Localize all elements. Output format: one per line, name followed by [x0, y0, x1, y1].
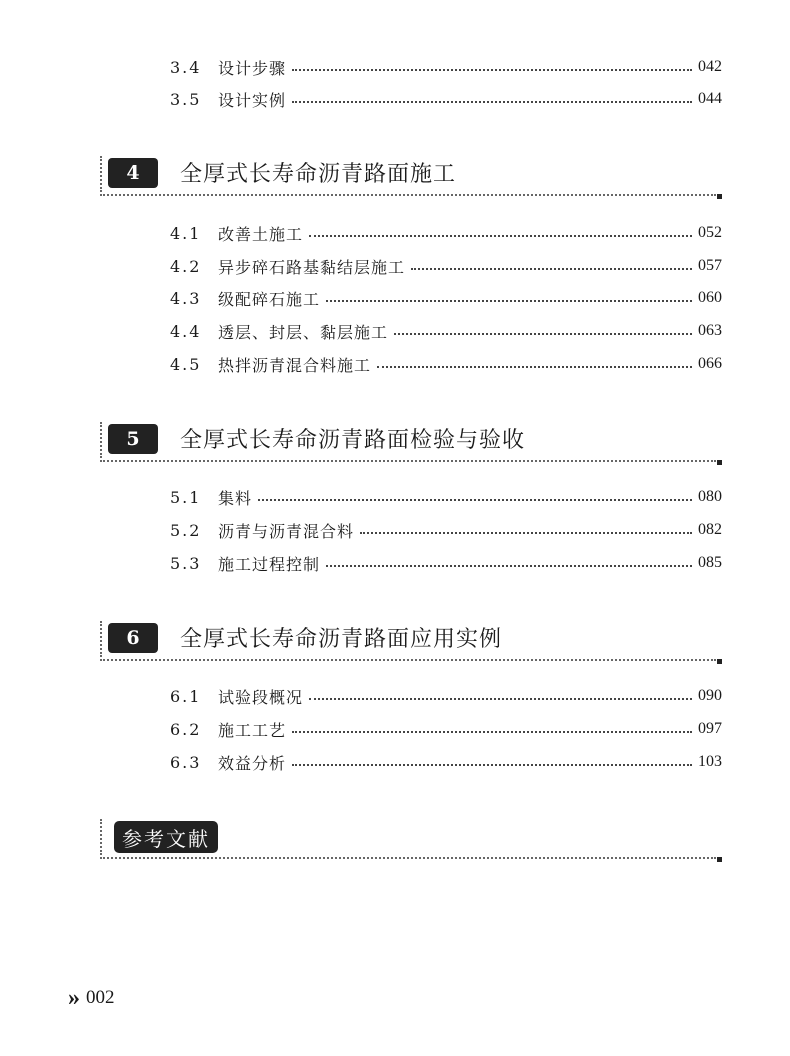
bottom-dotted-rule [100, 659, 716, 661]
bottom-dotted-rule [100, 460, 716, 462]
section-title: 热拌沥青混合料施工 [218, 355, 372, 375]
footer-page-number: 002 [86, 987, 115, 1008]
section-title: 设计实例 [218, 90, 287, 110]
references-title: 参考文献 [114, 821, 218, 853]
dot-leader [292, 101, 692, 103]
end-square-marker [717, 857, 722, 862]
toc-entry-6-1[interactable] [170, 684, 722, 708]
page-number: 103 [698, 753, 722, 770]
section-title: 施工工艺 [218, 720, 287, 740]
dot-leader [326, 300, 692, 302]
toc-entry-4-3[interactable] [170, 286, 722, 310]
section-number: 6.3 [170, 752, 202, 772]
section-number: 5.1 [170, 487, 202, 507]
section-number: 4.5 [170, 354, 202, 374]
section-title: 集料 [218, 488, 253, 508]
toc-entry-5-3[interactable] [170, 551, 722, 575]
chapter-number-badge: 5 [108, 424, 158, 454]
left-dotted-rule [100, 156, 102, 192]
chapter-4-heading[interactable] [100, 154, 722, 196]
section-title: 设计步骤 [218, 58, 287, 78]
dot-leader [309, 235, 692, 237]
page-number: 066 [698, 355, 722, 372]
section-number: 4.3 [170, 288, 202, 308]
section-number: 4.4 [170, 321, 202, 341]
toc-entry-5-1[interactable] [170, 485, 722, 509]
section-title: 施工过程控制 [218, 554, 321, 574]
dot-leader [292, 764, 692, 766]
toc-entry-4-1[interactable] [170, 221, 722, 245]
page-footer [68, 986, 115, 1010]
dot-leader [394, 333, 692, 335]
section-number: 3.4 [170, 57, 202, 77]
chapter-number-badge: 6 [108, 623, 158, 653]
section-number: 3.5 [170, 89, 202, 109]
chapter-title: 全厚式长寿命沥青路面应用实例 [180, 627, 503, 652]
page-number: 080 [698, 488, 722, 505]
section-number: 6.2 [170, 719, 202, 739]
page-number: 063 [698, 322, 722, 339]
dot-leader [258, 499, 692, 501]
dot-leader [411, 268, 692, 270]
toc-entry-5-2[interactable] [170, 518, 722, 542]
dot-leader [360, 532, 692, 534]
page-number: 097 [698, 720, 722, 737]
section-number: 4.1 [170, 223, 202, 243]
page-number: 044 [698, 90, 722, 107]
toc-entry-6-2[interactable] [170, 717, 722, 741]
left-dotted-rule [100, 422, 102, 458]
left-dotted-rule [100, 621, 102, 657]
references-heading[interactable] [100, 817, 722, 859]
chapter-title: 全厚式长寿命沥青路面检验与验收 [180, 428, 526, 453]
toc-entry-4-5[interactable] [170, 352, 722, 376]
section-title: 级配碎石施工 [218, 289, 321, 309]
section-number: 6.1 [170, 686, 202, 706]
page-number: 060 [698, 289, 722, 306]
section-title: 透层、封层、黏层施工 [218, 322, 389, 342]
dot-leader [377, 366, 692, 368]
section-title: 试验段概况 [218, 687, 304, 707]
page-number: 052 [698, 224, 722, 241]
dot-leader [292, 731, 692, 733]
toc-entry-4-2[interactable] [170, 254, 722, 278]
chapter-5-heading[interactable] [100, 420, 722, 462]
dot-leader [309, 698, 692, 700]
page-number: 057 [698, 257, 722, 274]
chapter-number-badge: 4 [108, 158, 158, 188]
dot-leader [326, 565, 692, 567]
section-title: 异步碎石路基黏结层施工 [218, 257, 406, 277]
end-square-marker [717, 460, 722, 465]
toc-entry-6-3[interactable] [170, 750, 722, 774]
section-title: 沥青与沥青混合料 [218, 521, 355, 541]
section-title: 改善土施工 [218, 224, 304, 244]
page-number: 042 [698, 58, 722, 75]
chapter-6-heading[interactable] [100, 619, 722, 661]
bottom-dotted-rule [100, 857, 716, 859]
end-square-marker [717, 659, 722, 664]
toc-entry-4-4[interactable] [170, 319, 722, 343]
double-chevron-icon: » [68, 985, 80, 1011]
dot-leader [292, 69, 692, 71]
section-number: 4.2 [170, 256, 202, 276]
page-number: 085 [698, 554, 722, 571]
page-number: 090 [698, 687, 722, 704]
section-title: 效益分析 [218, 753, 287, 773]
end-square-marker [717, 194, 722, 199]
page-number: 082 [698, 521, 722, 538]
left-dotted-rule [100, 819, 102, 855]
bottom-dotted-rule [100, 194, 716, 196]
section-number: 5.2 [170, 520, 202, 540]
toc-entry-3-5[interactable] [170, 87, 722, 111]
toc-entry-3-4[interactable] [170, 55, 722, 79]
chapter-title: 全厚式长寿命沥青路面施工 [180, 162, 457, 187]
section-number: 5.3 [170, 553, 202, 573]
